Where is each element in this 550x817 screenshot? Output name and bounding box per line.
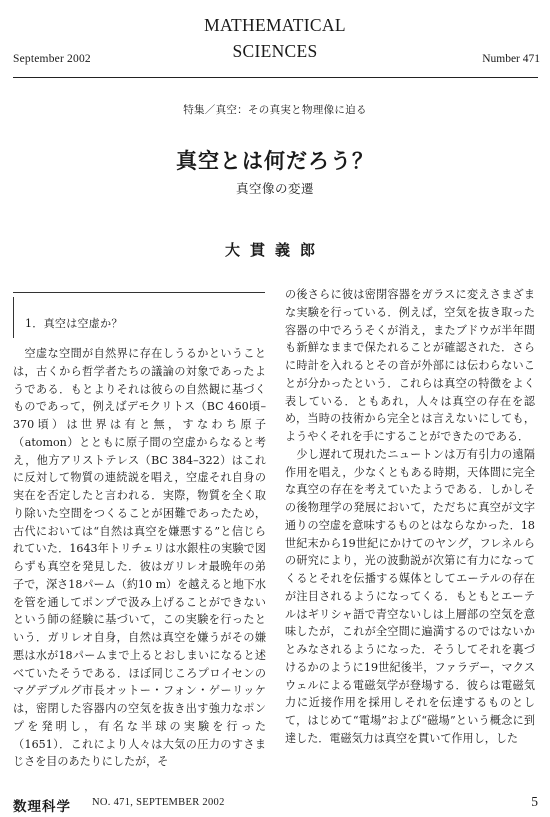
journal-title-line1: MATHEMATICAL — [204, 15, 346, 35]
paragraph: 少し遅れて現れたニュートンは万有引力の遠隔作用を唱え，少なくともある時期，天体間に完全な真空の存在を考えていたようである．しかしその後物理学の発展において，ただちに真空が文字通りの空虚を意味するものとはならなかった．18世紀末から19世紀にかけてのヤング，フレネルらの研究により，光の波動説が次第に有力になってくるとそれを伝播する媒体としてエーテルの存在が注目されるようになってくる．もともとエーテルはギリシャ語で青空ないしは上層部の空気を意味したが，これが全空間に遍満するのではないかとみなされるようになった．そうしてそれを裏づけるかのように19世紀後半，ファラデー，マクスウェルによる電磁気学が登場する．彼らは電磁気力に近接作用を採用しそれを伝達するものとして，はじめて“電場”および“磁場”という概念に到達した．電磁気力は真空を貫いて作用し，した — [285, 447, 535, 745]
journal-title — [175, 12, 375, 64]
article-subtitle: 真空像の変遷 — [235, 181, 314, 196]
author-name: 大貫義郎 — [224, 241, 325, 259]
page-number: 5 — [531, 794, 538, 809]
section-rule-left — [13, 297, 14, 338]
issue-number: Number 471 — [482, 53, 540, 65]
section-rule-top — [13, 292, 265, 293]
left-column — [13, 345, 266, 771]
issue-date: September 2002 — [13, 53, 91, 65]
article-title: 真空とは何だろう？ — [176, 148, 374, 173]
paragraph: 空虚な空間が自然界に存在しうるかということは，古くから哲学者たちの議論の対象であったようである．もとよりそれは彼らの自然観に基づくものであって，例えばデモクリトス（BC 460頃–370頃）は世界は有と無，すなわち原子（atomon）とともに原子間の空虚からなると考え，他方アリストテレス（BC 384–322）はこれに反対して物質の連続説を唱え，空虚それ自身の実在を否定したと言われる．実際，物質を全く取り除いた空間をつくることが困難であったため，古代においては“自然は真空を嫌悪する”と信じられていた．1643年トリチェリは水銀柱の実験で図らずも真空を発見した．彼はガリレオ最晩年の弟子で，深さ18パーム（約10 m）を越えると地下水を管を通してポンプで汲み上げることができないという師の経験に基づいて，この実験を行ったという．ガリレオ自身，自然は真空を嫌うがその嫌悪は水が18パームまで上るとおしまいになると述べていたそうである．ほぼ同じころプロイセンのマグデブルグ市長オットー・フォン・ゲーリッケは，密閉した容器内の空気を抜き出す強力なポンプを発明し，有名な半球の実験を行った（1651）．これにより人々は大気の圧力のすさまじさを目のあたりにしたが，そ — [13, 347, 266, 769]
paragraph: の後さらに彼は密閉容器をガラスに変えさまざまな実験を行っている．例えば，空気を抜き取った容器の中でろうそくが消え，またブドウが半年間も新鮮なままで保たれることが確認された．さらに時計を入れるとその音が外部には伝わらないことが分かったという．これらは真空の特徴をよく表している．ともあれ，人々は真空の存在を認め，当時の技術から完全とは言えないにしても，ようやくそれを手にすることができたのである． — [285, 288, 535, 443]
feature-label: 特集／真空：その真実と物理像に迫る — [183, 104, 367, 116]
footer-journal-name: 数理科学 — [13, 799, 71, 815]
section-heading: 1．真空は空虚か？ — [25, 317, 123, 330]
right-column — [285, 286, 535, 748]
footer-issue: NO. 471, SEPTEMBER 2002 — [92, 797, 225, 808]
header-divider — [13, 77, 538, 78]
journal-title-line2: SCIENCES — [232, 41, 318, 61]
